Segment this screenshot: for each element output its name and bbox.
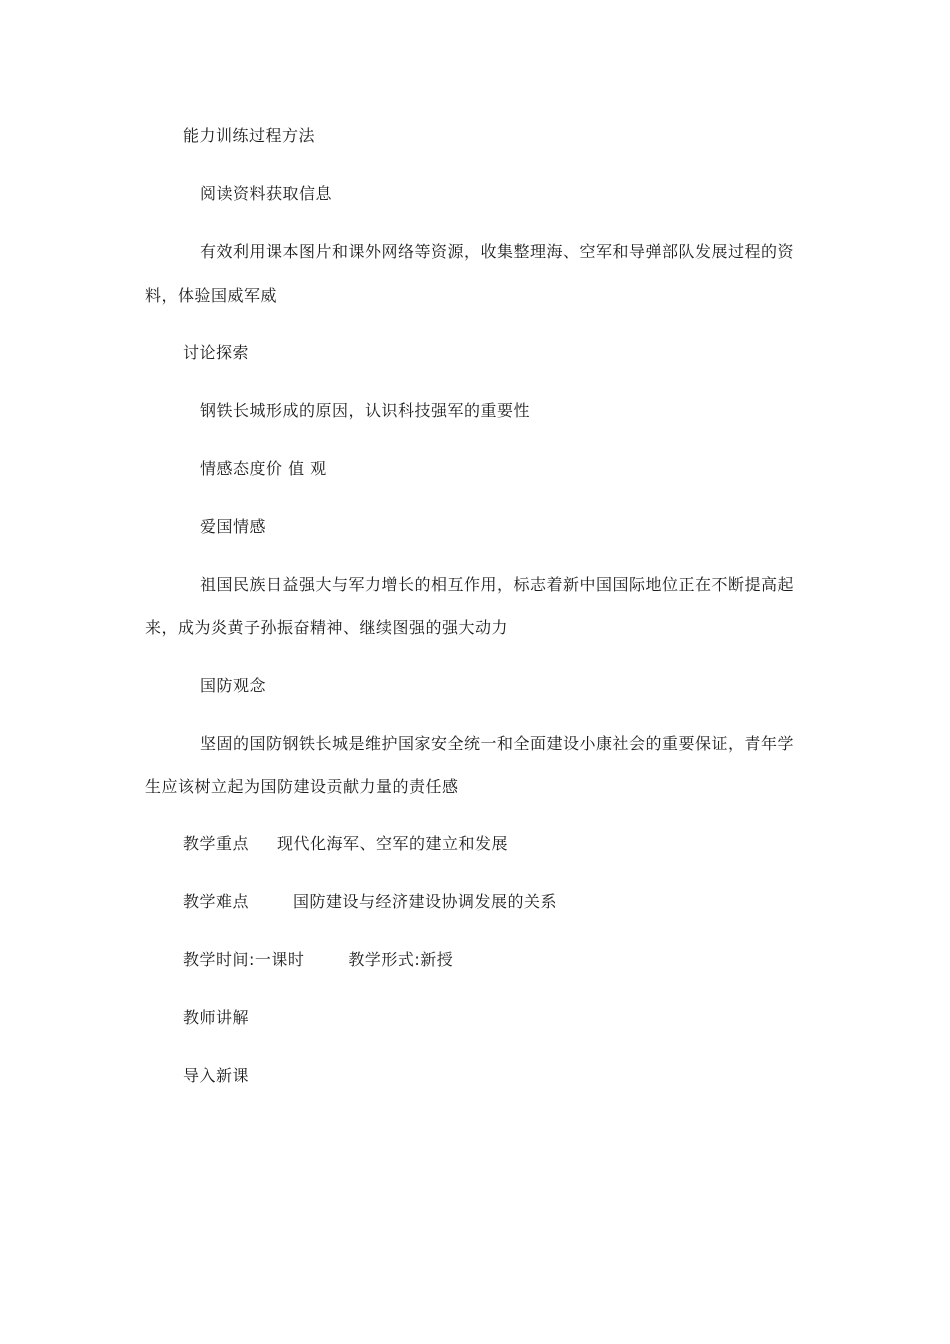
heading-ability-training: 能力训练过程方法: [183, 126, 316, 145]
subheading-defense-concept: 国防观念: [200, 676, 267, 695]
key-point-row: [183, 834, 508, 854]
paragraph-3-line-2: 生应该树立起为国防建设贡献力量的责任感: [145, 777, 459, 796]
key-point-value: 现代化海军、空军的建立和发展: [277, 834, 509, 853]
paragraph-2-line-1: 祖国民族日益强大与军力增长的相互作用，标志着新中国国际地位正在不断提高起: [200, 575, 795, 594]
subheading-teacher-explain: 教师讲解: [183, 1008, 250, 1027]
subheading-intro: 导入新课: [183, 1066, 250, 1085]
subheading-patriotism: 爱国情感: [200, 517, 267, 536]
time-form-row: [183, 950, 453, 970]
paragraph-2-line-2: 来，成为炎黄子孙振奋精神、继续图强的强大动力: [145, 618, 509, 637]
difficulty-row: [183, 892, 557, 912]
subheading-read-materials: 阅读资料获取信息: [200, 184, 333, 203]
paragraph-1-line-1: 有效利用课本图片和课外网络等资源，收集整理海、空军和导弹部队发展过程的资: [200, 242, 795, 261]
paragraph-3-line-1: 坚固的国防钢铁长城是维护国家安全统一和全面建设小康社会的重要保证，青年学: [200, 734, 795, 753]
time-label: 教学时间:一课时: [183, 950, 305, 969]
key-point-label: 教学重点: [183, 834, 250, 853]
text-steel-wall: 钢铁长城形成的原因，认识科技强军的重要性: [200, 401, 531, 420]
subheading-discuss: 讨论探索: [183, 343, 250, 362]
difficulty-label: 教学难点: [183, 892, 250, 911]
form-label: 教学形式:新授: [348, 950, 454, 969]
paragraph-1-line-2: 料，体验国威军威: [145, 286, 278, 305]
subheading-emotion-values: 情感态度价 值 观: [200, 459, 327, 478]
difficulty-value: 国防建设与经济建设协调发展的关系: [293, 892, 558, 911]
